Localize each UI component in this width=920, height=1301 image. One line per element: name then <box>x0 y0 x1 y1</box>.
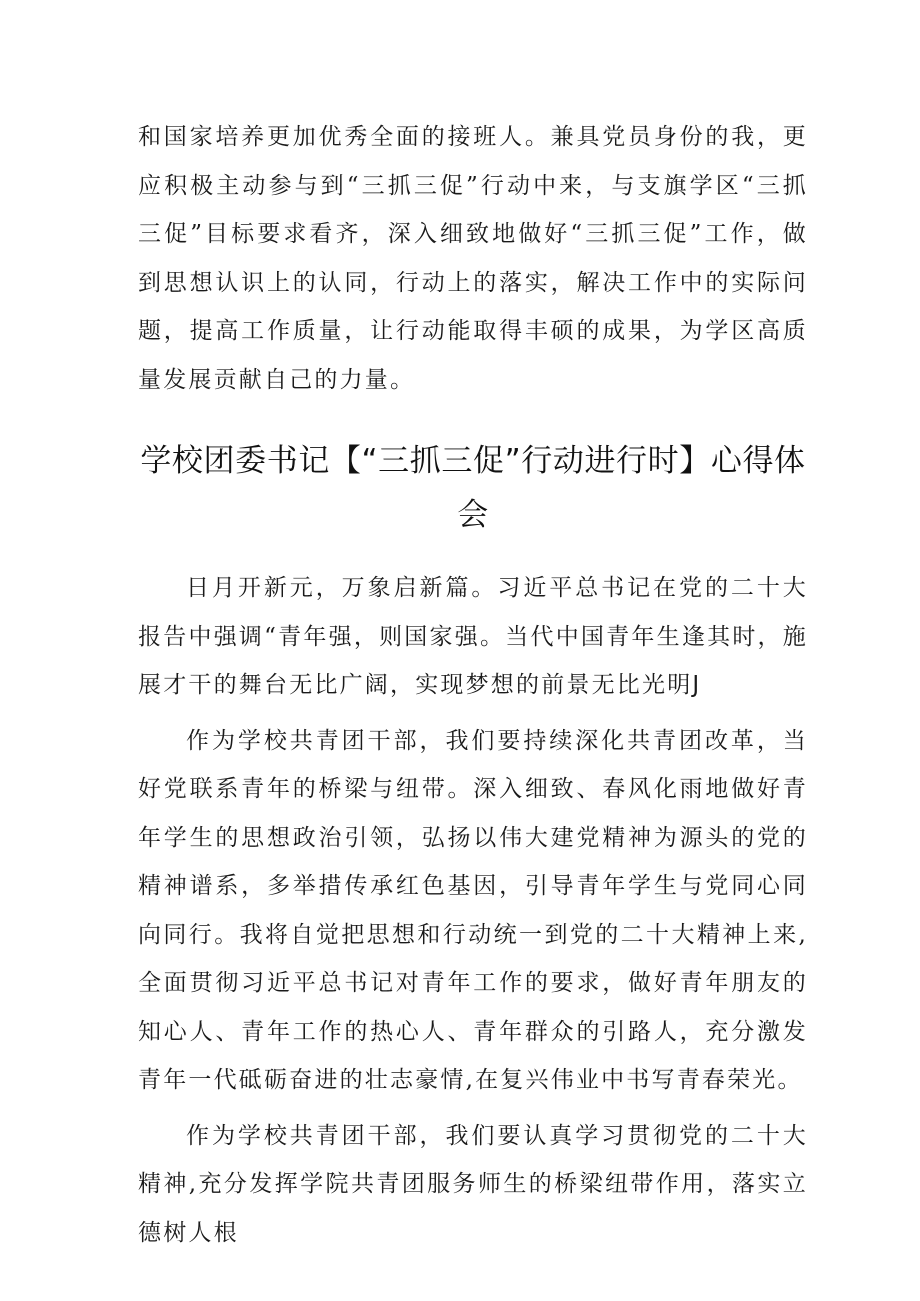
paragraph-1-tail: J <box>692 672 702 698</box>
intro-paragraph: 和国家培养更加优秀全面的接班人。兼具党员身份的我，更应积极主动参与到“三抓三促”行动中来，与支旗学区“三抓三促”目标要求看齐，深入细致地做好“三抓三促”工作，做到思想认识上的认同，行动上的落实，解决工作中的实际问题，提高工作质量，让行动能取得丰硕的成果，为学区高质量发展贡献自己的力量。 <box>138 124 808 393</box>
paragraph-2: 作为学校共青团干部，我们要持续深化共青团改革，当好党联系青年的桥梁与纽带。深入细致、春风化雨地做好青年学生的思想政治引领，弘扬以伟大建党精神为源头的党的精神谱系，多举措传承红色基因，引导青年学生与党同心同向同行。我将自觉把思想和行动统一到党的二十大精神上来,全面贯彻习近平总书记对青年工作的要求，做好青年朋友的知心人、青年工作的热心人、青年群众的引路人，充分激发青年一代砥砺奋进的壮志豪情,在复兴伟业中书写青春荣光。 <box>138 727 808 1093</box>
paragraph-3: 作为学校共青团干部，我们要认真学习贯彻党的二十大精神,充分发挥学院共青团服务师生的桥梁纽带作用，落实立德树人根 <box>138 1122 808 1246</box>
paragraph-1 <box>138 564 808 710</box>
section-heading: 学校团委书记【“三抓三促”行动进行时】心得体会 <box>140 443 806 533</box>
paragraph-1-text: 日月开新元，万象启新篇。习近平总书记在党的二十大报告中强调“青年强，则国家强。当代中国青年生逢其时，施展才干的舞台无比广阔，实现梦想的前景无比光明 <box>138 575 808 698</box>
document-body <box>138 113 808 1257</box>
